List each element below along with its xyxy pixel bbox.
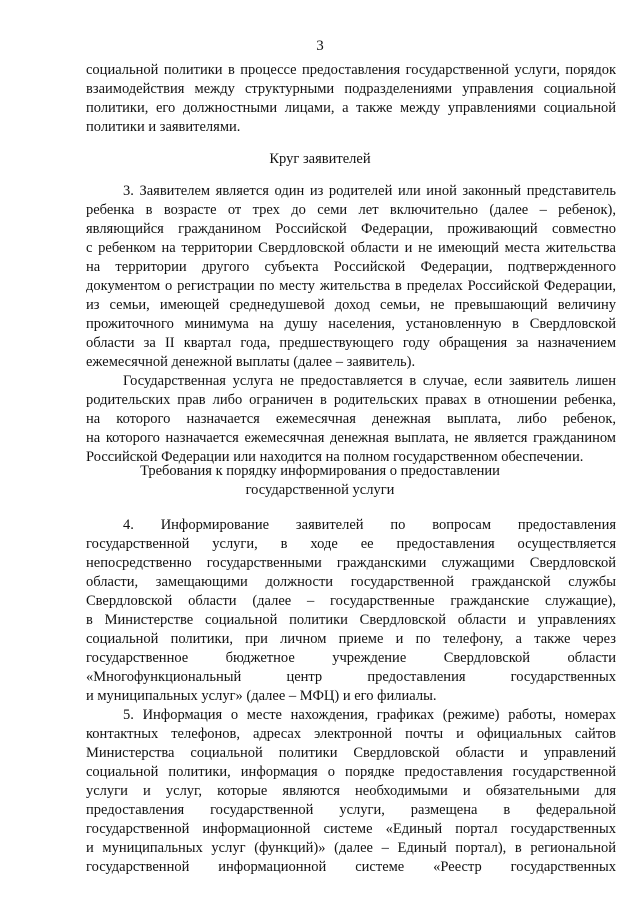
paragraph-line: документом о регистрации по месту жительства в пределах Российской Федерации,: [86, 278, 616, 294]
page-number: 3: [316, 38, 324, 54]
paragraph-line: на которого назначается ежемесячная денежная выплата, не является гражданином: [86, 430, 616, 446]
paragraph-line: государственное бюджетное учреждение Свердловской области: [86, 650, 616, 666]
paragraph-line: социальной политики, при личном приеме и по телефону, а также через: [86, 631, 616, 647]
paragraph-line: Российской Федерации или находится на полном государственном обеспечении.: [86, 449, 584, 465]
paragraph-line: Министерства социальной политики Свердловской области и управлений: [86, 745, 616, 761]
intro-line: взаимодействия между структурными подразделениями управления социальной: [86, 81, 616, 97]
paragraph-line: предоставления государственной услуги, размещена в федеральной: [86, 802, 616, 818]
paragraph-line: услуги и услуг, которые являются необходимыми и обязательными для: [86, 783, 616, 799]
paragraph-line: социальной политики, информация о порядке предоставления государственной: [86, 764, 616, 780]
paragraph-line: и муниципальных услуг» (далее – МФЦ) и его филиалы.: [86, 688, 437, 704]
paragraph-line: области, замещающими должности государственной гражданской службы: [86, 574, 616, 590]
paragraph-line: ежемесячной денежной выплаты (далее – заявитель).: [86, 354, 416, 370]
intro-line: политики, его должностными лицами, а также между управлениями социальной: [86, 100, 616, 116]
paragraph-line: 3. Заявителем является один из родителей или иной законный представитель: [123, 183, 616, 199]
paragraph-line: государственной информационной системе «Реестр государственных: [86, 859, 616, 875]
intro-line: социальной политики в процессе предоставления государственной услуги, порядок: [86, 62, 616, 78]
paragraph-line: являющийся гражданином Российской Федерации, проживающий совместно: [86, 221, 616, 237]
paragraph-line: из семьи, имеющей среднедушевой доход семьи, не превышающий величину: [86, 297, 616, 313]
paragraph-line: 4. Информирование заявителей по вопросам предоставления: [123, 517, 616, 533]
paragraph-line: непосредственно государственными гражданскими служащими Свердловской: [86, 555, 616, 571]
paragraph-line: в Министерстве социальной политики Свердловской области и управлениях: [86, 612, 616, 628]
section-heading: государственной услуги: [245, 482, 395, 498]
paragraph-line: прожиточного минимума на душу населения, установленную в Свердловской: [86, 316, 616, 332]
paragraph-line: и муниципальных услуг (функций)» (далее – Единый портал), в региональной: [86, 840, 616, 856]
paragraph-line: на которого назначается ежемесячная денежная выплата, либо ребенок,: [86, 411, 616, 427]
paragraph-line: ребенка в возрасте от трех до семи лет включительно (далее – ребенок),: [86, 202, 616, 218]
paragraph-line: контактных телефонов, адресах электронной почты и официальных сайтов: [86, 726, 616, 742]
section-heading: Круг заявителей: [269, 151, 371, 167]
paragraph-line: на территории другого субъекта Российской Федерации, подтвержденного: [86, 259, 616, 275]
paragraph-line: «Многофункциональный центр предоставления государственных: [86, 669, 616, 685]
section-heading: Требования к порядку информирования о предоставлении: [140, 463, 500, 479]
paragraph-line: Свердловской области (далее – государственные гражданские служащие),: [86, 593, 616, 609]
paragraph-line: области за II квартал года, предшествующего году обращения за назначением: [86, 335, 616, 351]
paragraph-line: родительских прав либо ограничен в родительских правах в отношении ребенка,: [86, 392, 616, 408]
intro-line: политики и заявителями.: [86, 119, 241, 135]
paragraph-line: Государственная услуга не предоставляется в случае, если заявитель лишен: [123, 373, 616, 389]
paragraph-line: с ребенком на территории Свердловской области и не имеющий места жительства: [86, 240, 616, 256]
paragraph-line: 5. Информация о месте нахождения, графиках (режиме) работы, номерах: [123, 707, 616, 723]
paragraph-line: государственной информационной системе «Единый портал государственных: [86, 821, 616, 837]
paragraph-line: государственной услуги, в ходе ее предоставления осуществляется: [86, 536, 616, 552]
